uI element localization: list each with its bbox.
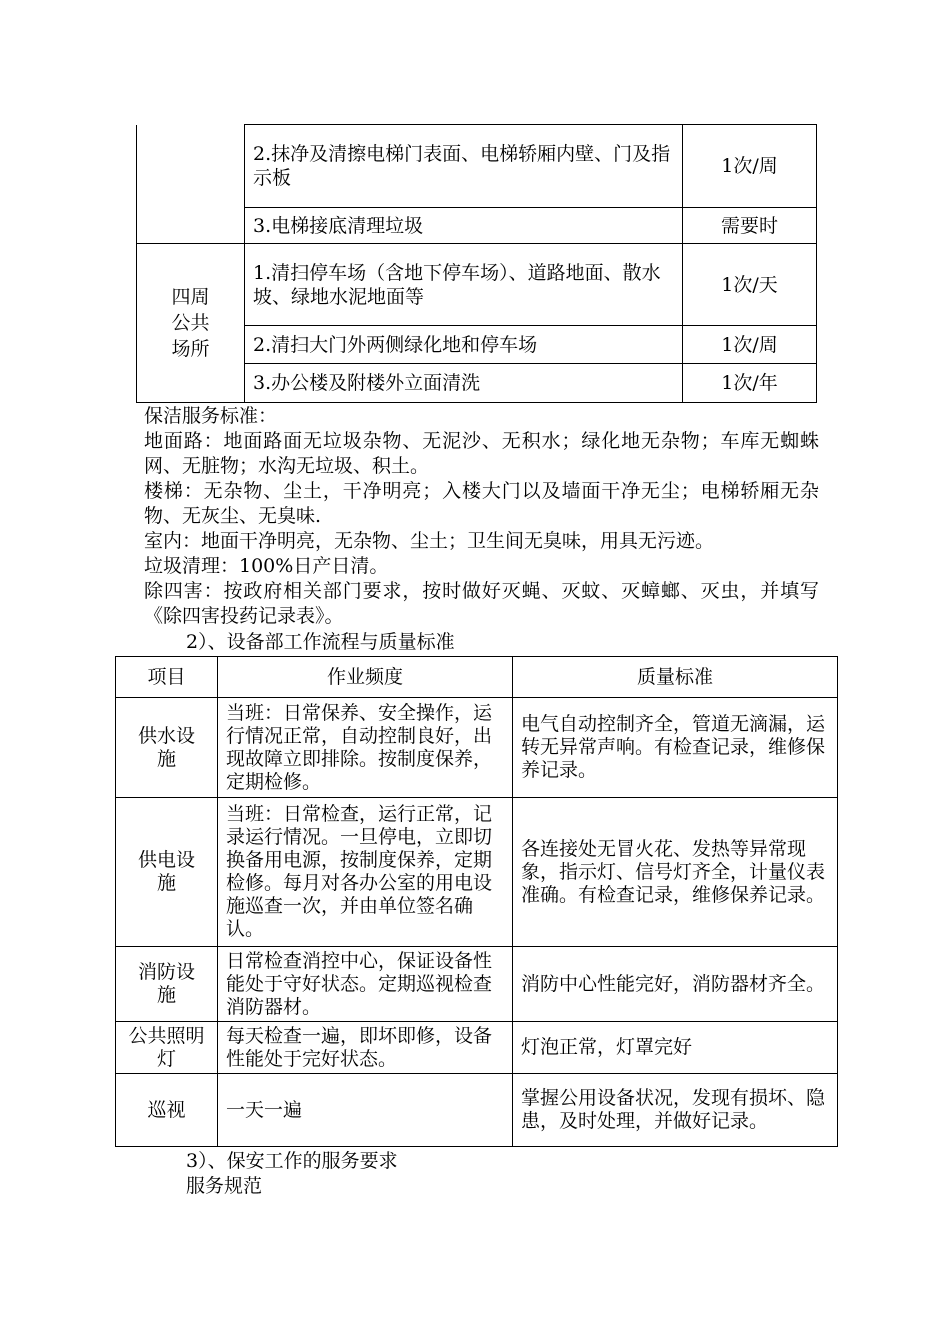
frequency-cell: 1次/年 xyxy=(683,364,817,403)
table-row xyxy=(116,698,838,798)
header-frequency: 作业频度 xyxy=(218,657,513,698)
frequency-cell: 每天检查一遍，即坏即修，设备性能处于完好状态。 xyxy=(218,1022,513,1074)
table-row xyxy=(137,244,817,326)
equipment-standards-table xyxy=(115,656,838,1147)
item-label: 供水设施 xyxy=(137,724,195,770)
frequency-cell: 当班：日常检查，运行正常，记录运行情况。一旦停电，立即切换备用电源，按制度保养，定期检修。每月对各办公室的用电设施巡查一次，并由单位签名确认。 xyxy=(218,798,513,947)
header-item: 项目 xyxy=(116,657,218,698)
standard-cell: 各连接处无冒火花、发热等异常现象，指示灯、信号灯齐全，计量仪表准确。有检查记录，维修保养记录。 xyxy=(513,798,838,947)
table-row xyxy=(116,1074,838,1147)
frequency-cell: 1次/周 xyxy=(683,326,817,364)
task-cell: 2.抹净及清擦电梯门表面、电梯轿厢内壁、门及指示板 xyxy=(245,125,683,208)
table-row xyxy=(116,798,838,947)
frequency-cell: 需要时 xyxy=(683,208,817,244)
table-row xyxy=(116,1022,838,1074)
task-cell: 2.清扫大门外两侧绿化地和停车场 xyxy=(245,326,683,364)
section2-heading: 2）、设备部工作流程与质量标准 xyxy=(186,631,455,653)
standard-cell: 电气自动控制齐全，管道无滴漏，运转无异常声响。有检查记录，维修保养记录。 xyxy=(513,698,838,798)
standard-item: 垃圾清理：100%日产日清。 xyxy=(144,555,389,577)
section3-subheading: 服务规范 xyxy=(186,1175,263,1197)
table-row xyxy=(116,947,838,1022)
standard-item: 室内：地面干净明亮，无杂物、尘土；卫生间无臭味，用具无污迹。 xyxy=(144,530,715,552)
frequency-cell: 1次/周 xyxy=(683,125,817,208)
item-cell: 巡视 xyxy=(116,1074,218,1147)
standard-item: 地面路：地面路面无垃圾杂物、无泥沙、无积水；绿化地无杂物；车库无蜘蛛网、无脏物；水沟无垃圾、积土。 xyxy=(144,430,819,477)
frequency-cell: 1次/天 xyxy=(683,244,817,326)
item-label: 公共照明灯 xyxy=(128,1024,205,1070)
item-label: 消防设施 xyxy=(137,961,195,1006)
standard-cell: 灯泡正常，灯罩完好 xyxy=(513,1022,838,1074)
category-cell xyxy=(137,244,245,403)
task-cell: 3.办公楼及附楼外立面清洗 xyxy=(245,364,683,403)
category-label: 四周公共场所 xyxy=(171,286,210,360)
frequency-cell: 当班：日常保养、安全操作，运行情况正常，自动控制良好，出现故障立即排除。按制度保养，定期检修。 xyxy=(218,698,513,798)
task-cell: 1.清扫停车场（含地下停车场）、道路地面、散水坡、绿地水泥地面等 xyxy=(245,244,683,326)
item-cell xyxy=(116,698,218,798)
section3-heading: 3）、保安工作的服务要求 xyxy=(186,1150,398,1172)
standard-cell: 掌握公用设备状况，发现有损坏、隐患，及时处理，并做好记录。 xyxy=(513,1074,838,1147)
category-cell xyxy=(137,125,245,244)
frequency-cell: 一天一遍 xyxy=(218,1074,513,1147)
cleaning-schedule-table xyxy=(136,124,817,403)
standards-title: 保洁服务标准： xyxy=(144,405,278,427)
item-cell xyxy=(116,947,218,1022)
standard-item: 楼梯：无杂物、尘土，干净明亮；入楼大门以及墙面干净无尘；电梯轿厢无杂物、无灰尘、无臭味. xyxy=(144,480,819,527)
frequency-cell: 日常检查消控中心，保证设备性能处于守好状态。定期巡视检查消防器材。 xyxy=(218,947,513,1022)
item-cell xyxy=(116,1022,218,1074)
table-row xyxy=(137,125,817,208)
table-header-row xyxy=(116,657,838,698)
standard-item: 除四害：按政府相关部门要求，按时做好灭蝇、灭蚊、灭蟑螂、灭虫，并填写《除四害投药记录表》。 xyxy=(144,580,819,627)
task-cell: 3.电梯接底清理垃圾 xyxy=(245,208,683,244)
item-label: 供电设施 xyxy=(137,849,195,894)
header-standard: 质量标准 xyxy=(513,657,838,698)
item-cell xyxy=(116,798,218,947)
standard-cell: 消防中心性能完好，消防器材齐全。 xyxy=(513,947,838,1022)
